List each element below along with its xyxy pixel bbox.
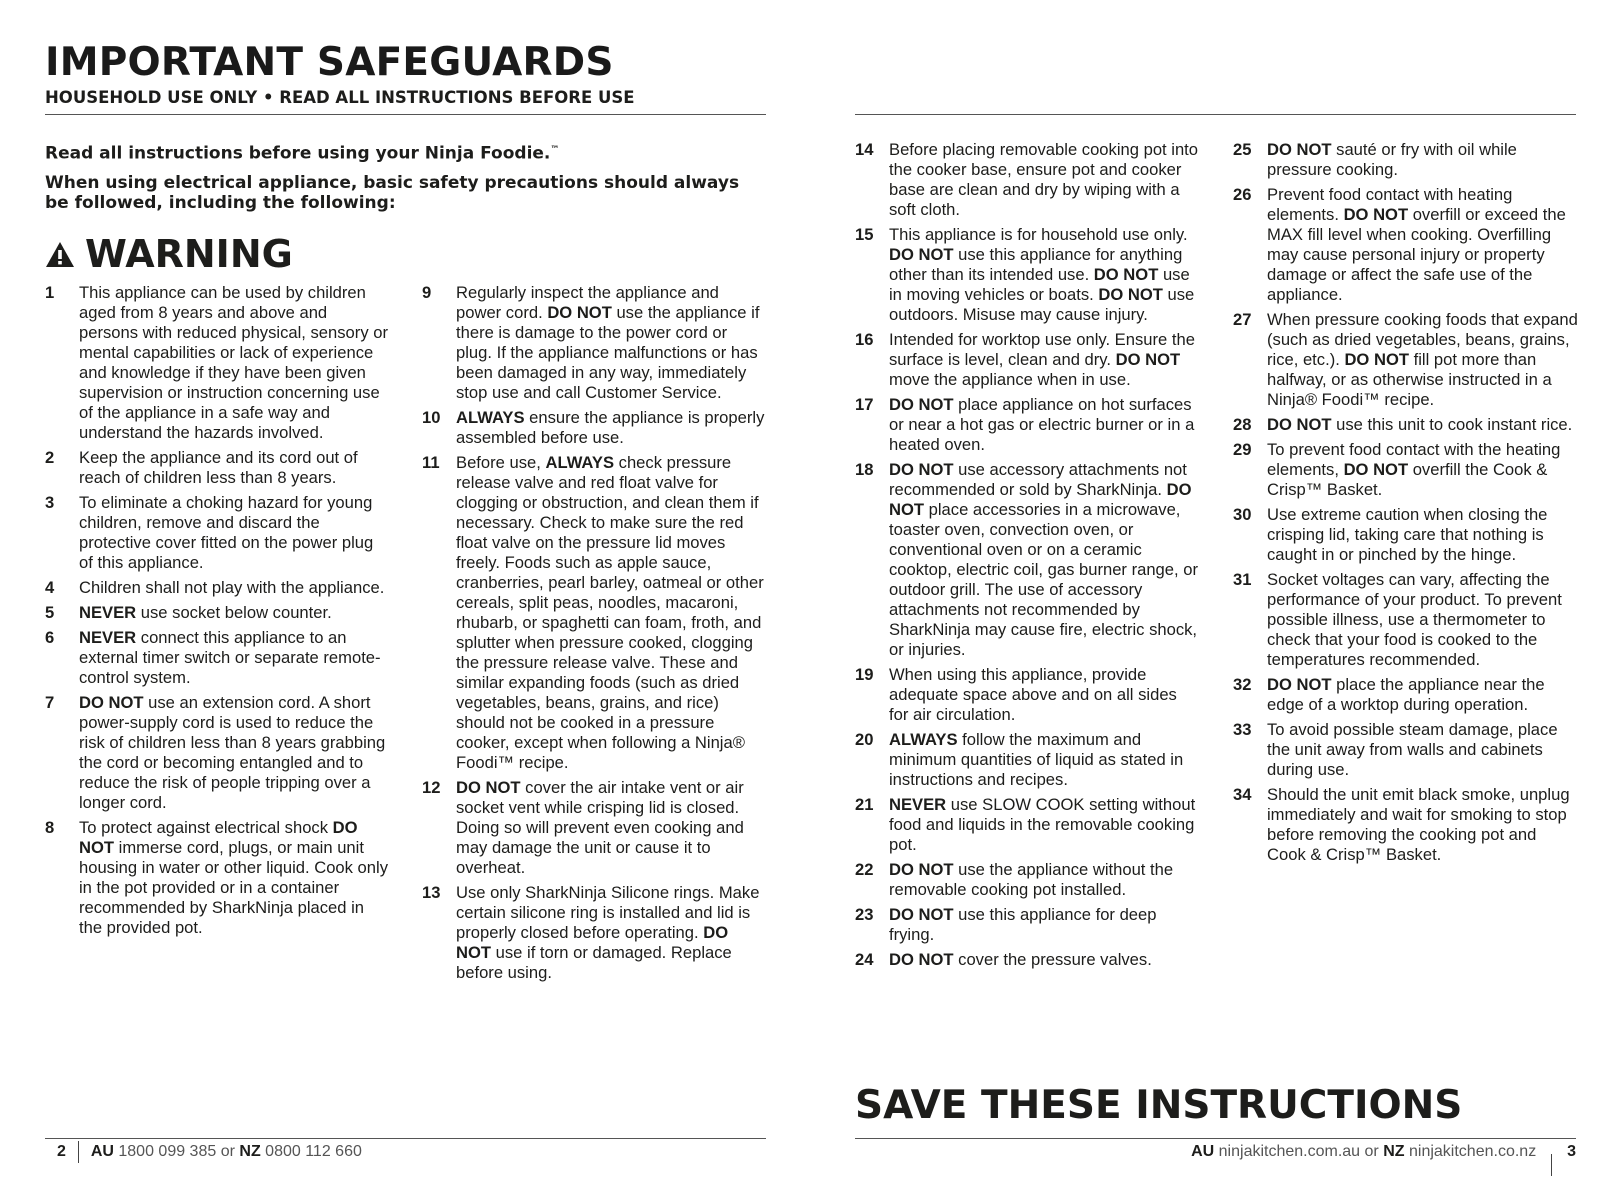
safeguard-number: 29 (1233, 440, 1252, 459)
safeguard-emphasis: DO NOT (889, 480, 1192, 519)
safeguard-number: 23 (855, 905, 874, 924)
safeguard-text (889, 395, 1200, 455)
safeguard-item (422, 408, 767, 448)
footer-or-right: or (1364, 1143, 1379, 1160)
footer-separator-left (78, 1141, 79, 1163)
safeguard-number: 19 (855, 665, 874, 684)
footer-nz-label: NZ (239, 1143, 261, 1160)
trademark-mark: ™ (550, 145, 560, 155)
safeguard-text-run: use the appliance without the removable cooking pot installed. (889, 860, 1174, 899)
safeguard-number: 21 (855, 795, 874, 814)
safeguard-number: 31 (1233, 570, 1252, 589)
safeguard-number: 30 (1233, 505, 1252, 524)
safeguard-item (45, 693, 390, 813)
safeguard-column-2 (422, 283, 767, 988)
safeguard-emphasis: DO NOT (889, 245, 954, 264)
safeguard-text-run: This appliance is for household use only. (889, 225, 1188, 244)
safeguard-text-run: cover the air intake vent or air socket vent while crisping lid is closed. Doing so will prevent even cooking and may damage the unit or cause it to overheat. (456, 778, 744, 877)
intro-line-2: When using electrical appliance, basic safety precautions should always be followed, including the following: (45, 173, 740, 213)
safeguard-number: 12 (422, 778, 441, 797)
safeguard-text (79, 448, 390, 488)
safeguard-number: 13 (422, 883, 441, 902)
safeguard-text-run: Use extreme caution when closing the crisping lid, taking care that nothing is caught in or pinched by the hinge. (1267, 505, 1548, 564)
safeguard-text (1267, 570, 1578, 670)
footer-separator-right (1551, 1154, 1552, 1176)
safeguard-text (889, 330, 1200, 390)
safeguard-text-run: use in moving vehicles or boats. (889, 265, 1190, 304)
safeguard-text-run: Prevent food contact with heating elements. (1267, 185, 1513, 224)
safeguard-text (1267, 440, 1578, 500)
safeguard-number: 2 (45, 448, 55, 467)
safeguard-text (889, 905, 1200, 945)
safeguard-text-run: place the appliance near the edge of a worktop during operation. (1267, 675, 1545, 714)
footer-right (1191, 1143, 1576, 1161)
safeguard-text-run: connect this appliance to an external timer switch or separate remote-control system. (79, 628, 381, 687)
safeguard-text (1267, 415, 1578, 435)
safeguard-number: 17 (855, 395, 874, 414)
safeguard-text-run: Children shall not play with the appliance. (79, 578, 385, 597)
safeguard-text-run: follow the maximum and minimum quantities of liquid as stated in instructions and recipes. (889, 730, 1184, 789)
safeguard-emphasis: ALWAYS (456, 408, 525, 427)
warning-label: WARNING (85, 232, 293, 276)
page-number-left: 2 (57, 1143, 66, 1160)
safeguard-emphasis: NEVER (79, 603, 137, 622)
safeguard-item (855, 225, 1200, 325)
safeguard-text-run: Socket voltages can vary, affecting the performance of your product. To prevent possible illness, use a thermometer to check that your food is cooked to the temperatures recommended. (1267, 570, 1562, 669)
safeguard-text-run: overfill the Cook & Crisp™ Basket. (1267, 460, 1548, 499)
safeguard-number: 26 (1233, 185, 1252, 204)
safeguard-number: 22 (855, 860, 874, 879)
safeguard-text-run: Should the unit emit black smoke, unplug immediately and wait for smoking to stop before removing the cooking pot and Cook & Crisp™ Basket. (1267, 785, 1570, 864)
safeguard-number: 28 (1233, 415, 1252, 434)
safeguard-item (45, 603, 390, 623)
safeguard-number: 15 (855, 225, 874, 244)
safeguard-text-run: Intended for worktop use only. Ensure the surface is level, clean and dry. (889, 330, 1195, 369)
footer-au-label-right: AU (1191, 1143, 1215, 1160)
safeguard-item (855, 860, 1200, 900)
safeguard-column-3 (855, 140, 1200, 975)
safeguard-emphasis: DO NOT (1343, 205, 1409, 224)
safeguard-item (855, 330, 1200, 390)
safeguard-text (889, 730, 1200, 790)
safeguard-text-run: When pressure cooking foods that expand (such as dried vegetables, beans, grains, rice, etc.). (1267, 310, 1578, 369)
safeguard-text-run: cover the pressure valves. (953, 950, 1152, 969)
safeguard-text (79, 578, 390, 598)
safeguard-item (45, 448, 390, 488)
safeguard-item (1233, 440, 1578, 500)
safeguard-item (855, 730, 1200, 790)
safeguard-item (855, 950, 1200, 970)
safeguard-item (422, 778, 767, 878)
safeguard-item (1233, 310, 1578, 410)
intro-line-1 (45, 140, 765, 164)
safeguard-column-1 (45, 283, 390, 943)
footer-nz-site[interactable]: ninjakitchen.co.nz (1409, 1143, 1537, 1160)
safeguard-text-run: When using this appliance, provide adequate space above and on all sides for air circulation. (889, 665, 1177, 724)
safeguard-emphasis: ALWAYS (545, 453, 615, 472)
header-divider-left (45, 114, 766, 115)
safeguard-emphasis: DO NOT (1267, 675, 1332, 694)
safeguard-item (45, 283, 390, 443)
safeguard-text (889, 460, 1200, 660)
safeguard-emphasis: DO NOT (1343, 460, 1409, 479)
footer-au-phone: 1800 099 385 (118, 1143, 217, 1160)
safeguard-text (1267, 185, 1578, 305)
safeguard-text (456, 453, 767, 773)
safeguard-text (1267, 505, 1578, 565)
footer-left (57, 1143, 362, 1161)
safeguard-text-run: Before use, (456, 453, 546, 472)
safeguard-emphasis: DO NOT (889, 395, 954, 414)
safeguard-text (1267, 310, 1578, 410)
footer-au-label: AU (90, 1143, 114, 1160)
safeguard-item (855, 460, 1200, 660)
safeguard-number: 25 (1233, 140, 1252, 159)
header-divider-right (855, 114, 1576, 115)
safeguard-text-run: use if torn or damaged. Replace before using. (456, 943, 732, 982)
page-subtitle: HOUSEHOLD USE ONLY • READ ALL INSTRUCTIONS BEFORE USE (45, 88, 635, 107)
safeguard-text (889, 950, 1200, 970)
safeguard-text-run: To eliminate a choking hazard for young children, remove and discard the protective cover fitted on the power plug of this appliance. (79, 493, 374, 572)
safeguard-text-run: use this appliance for deep frying. (889, 905, 1157, 944)
footer-nz-phone: 0800 112 660 (265, 1143, 362, 1160)
safeguard-text (1267, 785, 1578, 865)
safeguard-item (855, 665, 1200, 725)
safeguard-text-run: immerse cord, plugs, or main unit housing in water or other liquid. Cook only in the pot provided or in a container recommended by SharkNinja placed in the provided pot. (79, 838, 389, 937)
page-title: IMPORTANT SAFEGUARDS (45, 40, 614, 85)
save-instructions-heading: SAVE THESE INSTRUCTIONS (855, 1083, 1463, 1128)
warning-triangle-icon (45, 241, 75, 268)
safeguard-text-run: place appliance on hot surfaces or near a hot gas or electric burner or in a heated oven. (889, 395, 1195, 454)
safeguard-text (79, 628, 390, 688)
safeguard-item (1233, 785, 1578, 865)
safeguard-text-run: use this unit to cook instant rice. (1331, 415, 1573, 434)
safeguard-number: 34 (1233, 785, 1252, 804)
footer-au-site[interactable]: ninjakitchen.com.au (1218, 1143, 1361, 1160)
safeguard-emphasis: DO NOT (1344, 350, 1409, 369)
safeguard-emphasis: DO NOT (889, 860, 954, 879)
safeguard-text (889, 665, 1200, 725)
safeguard-number: 9 (422, 283, 432, 302)
safeguard-item (422, 453, 767, 773)
safeguard-text-run: To protect against electrical shock (79, 818, 333, 837)
safeguard-text (1267, 720, 1578, 780)
footer-nz-label-right: NZ (1383, 1143, 1405, 1160)
safeguard-emphasis: DO NOT (547, 303, 612, 322)
safeguard-text (889, 795, 1200, 855)
safeguard-item (45, 493, 390, 573)
safeguard-item (1233, 720, 1578, 780)
safeguard-item (1233, 415, 1578, 435)
safeguard-number: 20 (855, 730, 874, 749)
safeguard-number: 8 (45, 818, 55, 837)
safeguard-number: 16 (855, 330, 874, 349)
safeguard-text (456, 408, 767, 448)
safeguard-emphasis: DO NOT (1098, 285, 1163, 304)
safeguard-text (79, 818, 390, 938)
safeguard-text-run: use the appliance if there is damage to the power cord or plug. If the appliance malfunctions or has been damaged in any way, immediately stop use and call Customer Service. (456, 303, 760, 402)
safeguard-text-run: use accessory attachments not recommended or sold by SharkNinja. (889, 460, 1187, 499)
safeguard-text-run: use an extension cord. A short power-supply cord is used to reduce the risk of children less than 8 years grabbing the cord or becoming entangled and to reduce the risk of people tripping over a longer cord. (79, 693, 386, 812)
safeguard-text-run: Before placing removable cooking pot into the cooker base, ensure pot and cooker base are clean and dry by wiping with a soft cloth. (889, 140, 1199, 219)
safeguard-number: 11 (422, 453, 440, 472)
safeguard-text (79, 493, 390, 573)
safeguard-text (889, 140, 1200, 220)
safeguard-text-run: Keep the appliance and its cord out of reach of children less than 8 years. (79, 448, 358, 487)
safeguard-text-run: ensure the appliance is properly assembled before use. (456, 408, 765, 447)
safeguard-item (45, 578, 390, 598)
safeguard-item (855, 795, 1200, 855)
safeguard-item (45, 818, 390, 938)
safeguard-text-run: use socket below counter. (136, 603, 332, 622)
safeguard-item (45, 628, 390, 688)
safeguard-text (79, 693, 390, 813)
safeguard-emphasis: DO NOT (1267, 140, 1332, 159)
safeguard-item (855, 395, 1200, 455)
safeguard-item (1233, 570, 1578, 670)
safeguard-text-run: fill pot more than halfway, or as otherwise instructed in a Ninja® Foodi™ recipe. (1267, 350, 1552, 409)
safeguard-text-run: To prevent food contact with the heating elements, (1267, 440, 1561, 479)
safeguard-emphasis: DO NOT (1267, 415, 1332, 434)
safeguard-text (1267, 140, 1578, 180)
safeguard-number: 10 (422, 408, 441, 427)
safeguard-text-run: use this appliance for anything other than its intended use. (889, 245, 1183, 284)
safeguard-text (889, 860, 1200, 900)
safeguard-number: 14 (855, 140, 874, 159)
safeguard-emphasis: ALWAYS (889, 730, 958, 749)
safeguard-text (456, 883, 767, 983)
safeguard-text-run: move the appliance when in use. (889, 370, 1131, 389)
safeguard-text-run: use outdoors. Misuse may cause injury. (889, 285, 1195, 324)
safeguard-emphasis: DO NOT (1093, 265, 1159, 284)
safeguard-emphasis: DO NOT (889, 460, 954, 479)
safeguard-text-run: To avoid possible steam damage, place the unit away from walls and cabinets during use. (1267, 720, 1558, 779)
safeguard-text-run: overfill or exceed the MAX fill level when cooking. Overfilling may cause personal injury or property damage or affect the safe use of the appliance. (1267, 205, 1566, 304)
safeguard-item (422, 883, 767, 983)
warning-heading (45, 232, 293, 276)
safeguard-text (889, 225, 1200, 325)
safeguard-item (855, 140, 1200, 220)
safeguard-text-run: use SLOW COOK setting without food and liquids in the removable cooking pot. (889, 795, 1196, 854)
safeguard-emphasis: DO NOT (1115, 350, 1181, 369)
safeguard-number: 24 (855, 950, 874, 969)
safeguard-emphasis: NEVER (79, 628, 137, 647)
safeguard-number: 7 (45, 693, 55, 712)
safeguard-emphasis: DO NOT (79, 818, 358, 857)
safeguard-text-run: This appliance can be used by children aged from 8 years and above and persons with reduced physical, sensory or mental capabilities or lack of experience and knowledge if they have been given supervision or instruction concerning use of the appliance in a safe way and understand the hazards involved. (79, 283, 388, 442)
safeguard-text-run: place accessories in a microwave, toaster oven, convection oven, or conventional oven or on a ceramic cooktop, electric coil, gas burner range, or outdoor grill. The use of accessory attachments not recommended by SharkNinja may cause fire, electric shock, or injuries. (889, 500, 1198, 659)
safeguard-text (79, 283, 390, 443)
safeguard-emphasis: DO NOT (79, 693, 144, 712)
safeguard-number: 1 (45, 283, 55, 302)
footer-divider-right (855, 1138, 1576, 1139)
safeguard-text (1267, 675, 1578, 715)
safeguard-number: 3 (45, 493, 55, 512)
safeguard-emphasis: DO NOT (456, 923, 729, 962)
safeguard-number: 5 (45, 603, 55, 622)
intro-line-1-text: Read all instructions before using your Ninja Foodie. (45, 143, 551, 164)
safeguard-emphasis: DO NOT (889, 905, 954, 924)
safeguard-number: 32 (1233, 675, 1252, 694)
safeguard-number: 6 (45, 628, 55, 647)
safeguard-number: 33 (1233, 720, 1252, 739)
safeguard-emphasis: NEVER (889, 795, 947, 814)
safeguard-emphasis: DO NOT (456, 778, 521, 797)
safeguard-item (1233, 185, 1578, 305)
footer-divider-left (45, 1138, 766, 1139)
safeguard-number: 18 (855, 460, 874, 479)
safeguard-number: 27 (1233, 310, 1252, 329)
safeguard-item (1233, 675, 1578, 715)
safeguard-number: 4 (45, 578, 55, 597)
safeguard-item (422, 283, 767, 403)
safeguard-item (1233, 505, 1578, 565)
safeguard-text-run: check pressure release valve and red float valve for clogging or obstruction, and clean them if necessary. Check to make sure the red float valve on the pressure lid moves freely. Foods such as apple sauce, cranberries, pearl barley, oatmeal or other cereals, split peas, noodles, macaroni, rhubarb, or spaghetti can foam, froth, and splutter when pressure cooked, clogging the pressure release valve. These and similar expanding foods (such as dried vegetables, beans, grains, and rice) should not be cooked in a pressure cooker, except when following a Ninja® Foodi™ recipe. (456, 453, 764, 772)
safeguard-text (79, 603, 390, 623)
safeguard-column-4 (1233, 140, 1578, 870)
safeguard-text-run: Regularly inspect the appliance and power cord. (456, 283, 719, 322)
safeguard-text (456, 778, 767, 878)
safeguard-item (1233, 140, 1578, 180)
safeguard-text-run: sauté or fry with oil while pressure cooking. (1267, 140, 1517, 179)
page-number-right: 3 (1567, 1143, 1576, 1160)
safeguard-emphasis: DO NOT (889, 950, 954, 969)
safeguard-text (456, 283, 767, 403)
footer-or: or (220, 1143, 235, 1160)
safeguard-item (855, 905, 1200, 945)
safeguard-text-run: Use only SharkNinja Silicone rings. Make certain silicone ring is installed and lid is properly closed before operating. (456, 883, 760, 942)
